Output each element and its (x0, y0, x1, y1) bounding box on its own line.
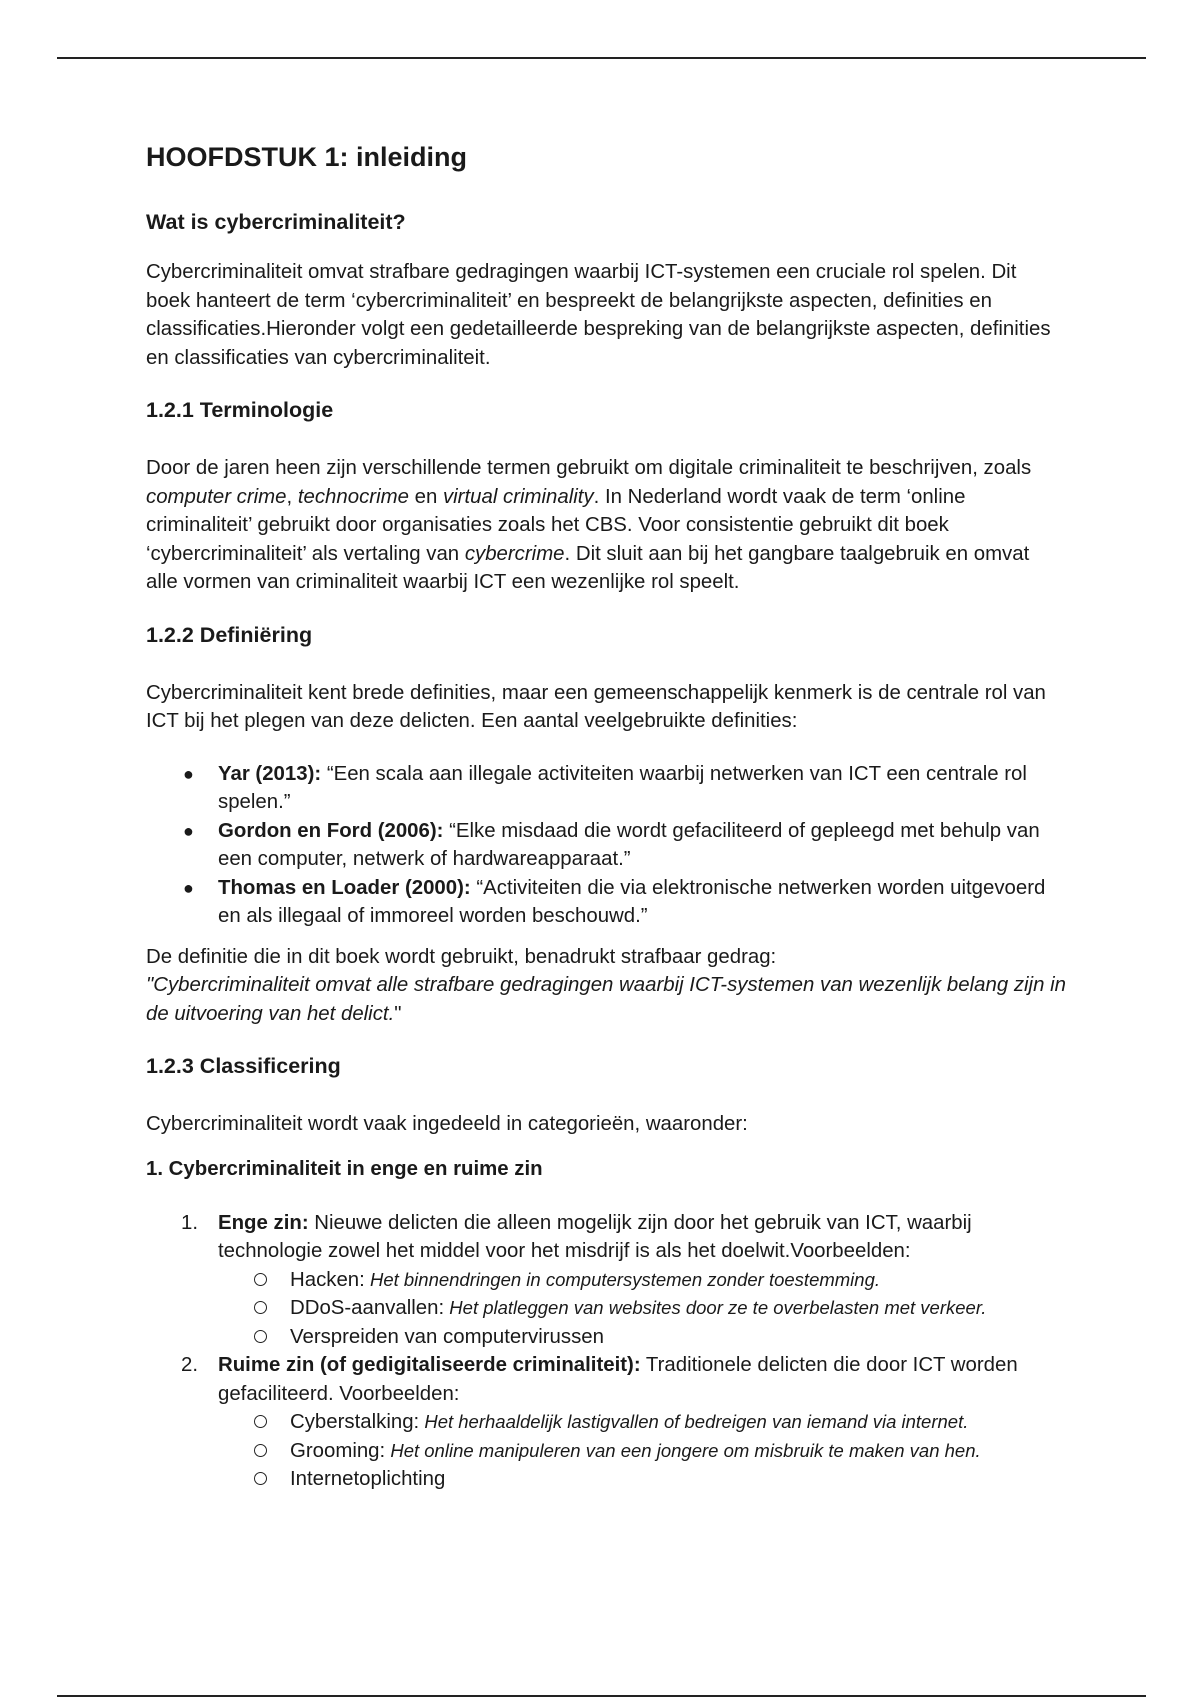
term-italic: virtual criminality (442, 485, 594, 508)
term-italic: cybercrime (464, 542, 565, 565)
item-label: Ruime zin (of gedigitaliseerde criminaliteit): (218, 1354, 641, 1376)
chapter-title: HOOFDSTUK 1: inleiding (146, 142, 467, 172)
text-span: en (408, 485, 443, 508)
example-name: Internetoplichting (290, 1468, 446, 1490)
example-list (218, 1408, 1066, 1494)
classification-intro: Cybercriminaliteit wordt vaak ingedeeld in categorieën, waaronder: (146, 1113, 748, 1135)
definition-used-quote: "Cybercriminaliteit omvat alle strafbare gedragingen waarbij ICT-systemen van wezenlijk belang zijn in de uitvoering van het delict. (146, 974, 1066, 1025)
definition-quote: “Activiteiten die via elektronische netwerken worden uitgevoerd en als illegaal of immoreel worden beschouwd.” (218, 876, 1046, 927)
example-desc: Het platleggen van websites door ze te overbelasten met verkeer. (444, 1297, 987, 1318)
text-span: . In Nederland wordt vaak de term ‘online criminaliteit’ gebruikt door organisaties zoals het CBS. Voor consistentie gebruikt dit boek ‘cybercriminaliteit’ als vertaling van (146, 485, 966, 565)
section-title-what: Wat is cybercriminaliteit? (146, 210, 406, 234)
footer-rule (57, 1695, 1146, 1697)
header-rule (57, 57, 1146, 59)
classification-subtitle: 1. Cybercriminaliteit in enge en ruime zin (146, 1157, 543, 1180)
document-body (146, 140, 1066, 1494)
list-item (218, 1408, 1066, 1437)
terminology-paragraph (146, 454, 1066, 597)
example-name: Verspreiden van computervirussen (290, 1325, 604, 1348)
text-span: . Dit sluit aan bij het gangbare taalgebruik en omvat alle vormen van criminaliteit waarbij ICT een wezenlijke rol speelt. (146, 542, 1030, 593)
definition-author: Gordon en Ford (2006): (218, 819, 444, 842)
term-italic: technocrime (297, 485, 409, 508)
example-desc: Het binnendringen in computersystemen zonder toestemming. (364, 1268, 881, 1290)
circle-bullet-icon (254, 1330, 267, 1343)
definition-quote: “Een scala aan illegale activiteiten waarbij netwerken van ICT een centrale rol spelen.” (218, 762, 1027, 813)
circle-bullet-icon (254, 1273, 267, 1286)
list-item (218, 1323, 1066, 1352)
list-item (146, 874, 1066, 931)
section-title-definition: 1.2.2 Definiëring (146, 622, 313, 647)
bullet-icon: ● (183, 877, 194, 898)
circle-bullet-icon (254, 1444, 267, 1457)
list-item (218, 1437, 1066, 1466)
definition-author: Thomas en Loader (2000): (218, 876, 471, 899)
bullet-icon: ● (183, 763, 194, 784)
circle-bullet-icon (254, 1415, 267, 1428)
definition-used-close: " (394, 1002, 402, 1025)
example-name: Grooming: (290, 1439, 386, 1462)
list-item (218, 1465, 1066, 1494)
list-item (146, 1351, 1066, 1494)
definition-used-intro: De definitie die in dit boek wordt gebruikt, benadrukt strafbaar gedrag: (146, 945, 777, 968)
text-span: , (286, 485, 298, 508)
list-item (146, 817, 1066, 874)
classification-list (146, 1209, 1066, 1494)
section-title-classification: 1.2.3 Classificering (146, 1054, 341, 1078)
item-text: Nieuwe delicten die alleen mogelijk zijn door het gebruik van ICT, waarbij technologie zowel het middel voor het misdrijf is als het doelwit.Voorbeelden: (218, 1211, 972, 1262)
item-number: 2. (181, 1354, 199, 1376)
example-desc: Het online manipuleren van een jongere om misbruik te maken van hen. (385, 1439, 981, 1461)
item-number: 1. (181, 1211, 199, 1234)
example-list (218, 1266, 1066, 1352)
example-name: Hacken: (290, 1268, 365, 1291)
example-name: DDoS-aanvallen: (290, 1297, 445, 1319)
term-italic: computer crime (146, 485, 287, 508)
example-desc: Het herhaaldelijk lastigvallen of bedreigen van iemand via internet. (419, 1411, 969, 1432)
list-item (146, 1209, 1066, 1352)
definition-intro: Cybercriminaliteit kent brede definities, maar een gemeenschappelijk kenmerk is de centrale rol van ICT bij het plegen van deze delicten. Een aantal veelgebruikte definities: (146, 681, 1046, 732)
circle-bullet-icon (254, 1472, 267, 1485)
definition-list (146, 760, 1066, 931)
intro-paragraph: Cybercriminaliteit omvat strafbare gedragingen waarbij ICT-systemen een cruciale rol spelen. Dit boek hanteert de term ‘cybercriminaliteit’ en bespreekt de belangrijkste aspecten, definities en classificaties.Hieronder volgt een gedetailleerde bespreking van de belangrijkste aspecten, definities en classificaties van cybercriminaliteit. (146, 261, 1051, 369)
definition-used (146, 943, 1066, 1029)
text-span: Door de jaren heen zijn verschillende termen gebruikt om digitale criminaliteit te beschrijven, zoals (146, 457, 1032, 479)
circle-bullet-icon (254, 1301, 267, 1314)
bullet-icon: ● (183, 820, 194, 841)
list-item (218, 1294, 1066, 1323)
item-text: Traditionele delicten die door ICT worden gefaciliteerd. Voorbeelden: (218, 1354, 1018, 1405)
definition-quote: “Elke misdaad die wordt gefaciliteerd of gepleegd met behulp van een computer, netwerk of hardwareapparaat.” (218, 819, 1040, 870)
list-item (218, 1266, 1066, 1295)
definition-author: Yar (2013): (218, 762, 322, 785)
example-name: Cyberstalking: (290, 1411, 420, 1433)
section-title-terminology: 1.2.1 Terminologie (146, 398, 334, 422)
list-item (146, 760, 1066, 817)
item-label: Enge zin: (218, 1211, 309, 1234)
